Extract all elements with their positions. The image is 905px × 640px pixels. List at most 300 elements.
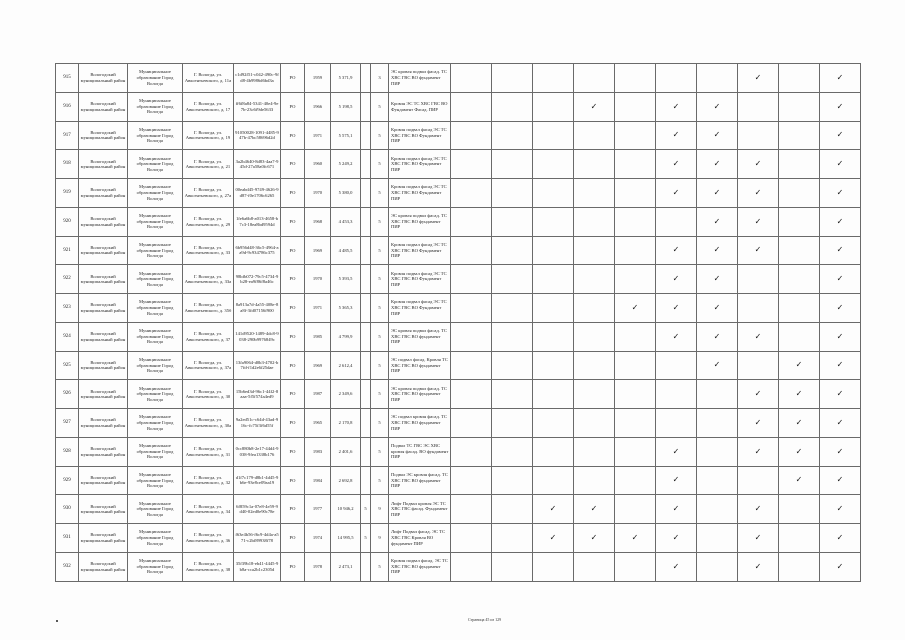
empty-mark-cell bbox=[492, 322, 533, 351]
check-mark-icon: ✓ bbox=[738, 236, 779, 265]
municipality-cell: Муниципальное образование Город Вологда bbox=[128, 207, 183, 236]
owner-cell: РО bbox=[281, 150, 305, 179]
lifts-cell bbox=[361, 265, 371, 294]
row-number-cell: 923 bbox=[56, 294, 79, 323]
district-cell: Вологодский муниципальный район bbox=[79, 121, 128, 150]
empty-mark-cell bbox=[697, 524, 738, 553]
empty-mark-cell bbox=[533, 552, 574, 581]
empty-mark-cell bbox=[779, 495, 820, 524]
empty-mark-cell bbox=[574, 552, 615, 581]
empty-mark-cell bbox=[492, 380, 533, 409]
empty-mark-cell bbox=[738, 294, 779, 323]
empty-mark-cell bbox=[533, 466, 574, 495]
check-mark-icon: ✓ bbox=[615, 524, 656, 553]
fias-code-cell: 8a913a7d-4a55-408e-8a8f-3fd07156f900 bbox=[234, 294, 281, 323]
check-mark-icon: ✓ bbox=[820, 121, 861, 150]
check-mark-icon: ✓ bbox=[656, 265, 697, 294]
check-mark-icon: ✓ bbox=[738, 322, 779, 351]
check-mark-icon: ✓ bbox=[656, 294, 697, 323]
check-mark-icon: ✓ bbox=[656, 179, 697, 208]
empty-mark-cell bbox=[615, 380, 656, 409]
empty-mark-cell bbox=[615, 236, 656, 265]
empty-mark-cell bbox=[492, 64, 533, 93]
year-cell: 1966 bbox=[305, 92, 331, 121]
empty-mark-cell bbox=[615, 495, 656, 524]
empty-mark-cell bbox=[615, 150, 656, 179]
check-mark-icon: ✓ bbox=[574, 92, 615, 121]
check-mark-icon: ✓ bbox=[656, 322, 697, 351]
empty-mark-cell bbox=[615, 351, 656, 380]
owner-cell: РО bbox=[281, 322, 305, 351]
address-cell: Г. Вологда, ул. Авксентьевского, д. 19 bbox=[183, 121, 234, 150]
empty-mark-cell bbox=[574, 322, 615, 351]
address-cell: Г. Вологда, ул. Авксентьевского, д. 29 bbox=[183, 207, 234, 236]
empty-mark-cell bbox=[615, 437, 656, 466]
works-cell: Лифт Подвал фасад. ЭС ТС ХВС ГВС Кровля ВО фундамент ПИР bbox=[389, 524, 451, 553]
empty-mark-cell bbox=[615, 409, 656, 438]
owner-cell: РО bbox=[281, 409, 305, 438]
empty-mark-cell bbox=[779, 150, 820, 179]
area-cell: 14 995,5 bbox=[331, 524, 361, 553]
empty-mark-cell bbox=[574, 179, 615, 208]
district-cell: Вологодский муниципальный район bbox=[79, 351, 128, 380]
empty-mark-cell bbox=[656, 351, 697, 380]
works-cell: Подвал ТС ГВС ЭС ХВС кровля фасад. ВО фундамент ПИР bbox=[389, 437, 451, 466]
floors-cell: 5 bbox=[371, 207, 389, 236]
works-cell: Подвал ЭС кровля фасад. ТС ХВС ГВС ВО фундамент ПИР bbox=[389, 466, 451, 495]
works-cell: Кровля подвал фасад. ЭС ТС ХВС ГВС ВО фундамент ПИР bbox=[389, 552, 451, 581]
area-cell: 5 198,5 bbox=[331, 92, 361, 121]
floors-cell: 5 bbox=[371, 351, 389, 380]
empty-mark-cell bbox=[451, 236, 492, 265]
empty-mark-cell bbox=[533, 150, 574, 179]
row-number-cell: 930 bbox=[56, 495, 79, 524]
check-mark-icon: ✓ bbox=[738, 409, 779, 438]
empty-mark-cell bbox=[451, 207, 492, 236]
lifts-cell bbox=[361, 150, 371, 179]
empty-mark-cell bbox=[779, 179, 820, 208]
check-mark-icon: ✓ bbox=[820, 466, 861, 495]
owner-cell: РО bbox=[281, 265, 305, 294]
table-row bbox=[56, 236, 861, 265]
empty-mark-cell bbox=[533, 207, 574, 236]
check-mark-icon: ✓ bbox=[533, 495, 574, 524]
floors-cell: 5 bbox=[371, 380, 389, 409]
works-cell: ЭС подвал кровля фасад. ТС ХВС ГВС ВО фундамент ПИР bbox=[389, 409, 451, 438]
year-cell: 1969 bbox=[305, 351, 331, 380]
lifts-cell bbox=[361, 121, 371, 150]
empty-mark-cell bbox=[451, 322, 492, 351]
address-cell: Г. Вологда, ул. Авксентьевского, д. 33а bbox=[183, 265, 234, 294]
works-cell: Кровля подвал фасад ЭС ТС ХВС ГВС ВО Фундамент ПИР bbox=[389, 150, 451, 179]
empty-mark-cell bbox=[656, 207, 697, 236]
floors-cell: 5 bbox=[371, 92, 389, 121]
works-cell: ЭС кровля подвал фасад. ТС ХВС ГВС ВО фундамент ПИР bbox=[389, 64, 451, 93]
check-mark-icon: ✓ bbox=[738, 150, 779, 179]
table-row bbox=[56, 466, 861, 495]
empty-mark-cell bbox=[533, 236, 574, 265]
empty-mark-cell bbox=[697, 64, 738, 93]
fias-code-cell: 98bfb072-79c5-4734-9b28-ea9f86f8a46c bbox=[234, 265, 281, 294]
fias-code-cell: ff6f8a84-5341-40e4-9e7b-23c6f9de5633 bbox=[234, 92, 281, 121]
district-cell: Вологодский муниципальный район bbox=[79, 92, 128, 121]
district-cell: Вологодский муниципальный район bbox=[79, 207, 128, 236]
empty-mark-cell bbox=[574, 437, 615, 466]
check-mark-icon: ✓ bbox=[738, 207, 779, 236]
area-cell: 5 249,2 bbox=[331, 150, 361, 179]
floors-cell: 5 bbox=[371, 409, 389, 438]
check-mark-icon: ✓ bbox=[820, 495, 861, 524]
empty-mark-cell bbox=[779, 207, 820, 236]
check-mark-icon: ✓ bbox=[820, 552, 861, 581]
owner-cell: РО bbox=[281, 121, 305, 150]
row-number-cell: 928 bbox=[56, 437, 79, 466]
row-number-cell: 919 bbox=[56, 179, 79, 208]
year-cell: 1983 bbox=[305, 437, 331, 466]
empty-mark-cell bbox=[451, 179, 492, 208]
municipality-cell: Муниципальное образование Город Вологда bbox=[128, 437, 183, 466]
year-cell: 1987 bbox=[305, 380, 331, 409]
empty-mark-cell bbox=[533, 437, 574, 466]
empty-mark-cell bbox=[779, 524, 820, 553]
area-cell: 5 393,5 bbox=[331, 265, 361, 294]
lifts-cell bbox=[361, 466, 371, 495]
row-number-cell: 931 bbox=[56, 524, 79, 553]
area-cell: 2 401,6 bbox=[331, 437, 361, 466]
year-cell: 1969 bbox=[305, 236, 331, 265]
floors-cell: 5 bbox=[371, 294, 389, 323]
fias-code-cell: 13fa9064-d0b3-4702-b7fd-f1d2e6f25dae bbox=[234, 351, 281, 380]
empty-mark-cell bbox=[574, 236, 615, 265]
year-cell: 1970 bbox=[305, 179, 331, 208]
address-cell: Г. Вологда, ул. Авксентьевского, д. 35б bbox=[183, 294, 234, 323]
empty-mark-cell bbox=[615, 207, 656, 236]
empty-mark-cell bbox=[779, 265, 820, 294]
municipality-cell: Муниципальное образование Город Вологда bbox=[128, 409, 183, 438]
address-cell: Г. Вологда, ул. Авксентьевского, д. 30 bbox=[183, 380, 234, 409]
area-cell: 4 453,3 bbox=[331, 207, 361, 236]
check-mark-icon: ✓ bbox=[779, 409, 820, 438]
year-cell: 1974 bbox=[305, 524, 331, 553]
municipality-cell: Муниципальное образование Город Вологда bbox=[128, 265, 183, 294]
empty-mark-cell bbox=[697, 409, 738, 438]
check-mark-icon: ✓ bbox=[574, 524, 615, 553]
empty-mark-cell bbox=[738, 121, 779, 150]
municipality-cell: Муниципальное образование Город Вологда bbox=[128, 92, 183, 121]
municipality-cell: Муниципальное образование Город Вологда bbox=[128, 322, 183, 351]
lifts-cell bbox=[361, 92, 371, 121]
municipality-cell: Муниципальное образование Город Вологда bbox=[128, 179, 183, 208]
lifts-cell bbox=[361, 322, 371, 351]
check-mark-icon: ✓ bbox=[738, 179, 779, 208]
works-cell: ЭС подвал фасад. Кровля ТС ХВС ГВС ВО фундамент ПИР bbox=[389, 351, 451, 380]
row-number-cell: 918 bbox=[56, 150, 79, 179]
empty-mark-cell bbox=[574, 121, 615, 150]
check-mark-icon: ✓ bbox=[820, 322, 861, 351]
table-row bbox=[56, 92, 861, 121]
empty-mark-cell bbox=[533, 92, 574, 121]
year-cell: 1970 bbox=[305, 265, 331, 294]
empty-mark-cell bbox=[615, 466, 656, 495]
empty-mark-cell bbox=[574, 265, 615, 294]
lifts-cell bbox=[361, 294, 371, 323]
empty-mark-cell bbox=[779, 64, 820, 93]
check-mark-icon: ✓ bbox=[697, 121, 738, 150]
empty-mark-cell bbox=[533, 351, 574, 380]
table-row bbox=[56, 294, 861, 323]
check-mark-icon: ✓ bbox=[656, 236, 697, 265]
fias-code-cell: 0cc880b8-2e17-44d4-9038-9fea1338b176 bbox=[234, 437, 281, 466]
empty-mark-cell bbox=[492, 437, 533, 466]
check-mark-icon: ✓ bbox=[779, 437, 820, 466]
year-cell: 1960 bbox=[305, 150, 331, 179]
table-body bbox=[56, 64, 861, 582]
area-cell: 2 692,8 bbox=[331, 466, 361, 495]
empty-mark-cell bbox=[451, 466, 492, 495]
empty-mark-cell bbox=[492, 179, 533, 208]
floors-cell: 5 bbox=[371, 179, 389, 208]
row-number-cell: 920 bbox=[56, 207, 79, 236]
table-row bbox=[56, 437, 861, 466]
address-cell: Г. Вологда, ул. Авксентьевского, д. 11а bbox=[183, 64, 234, 93]
check-mark-icon: ✓ bbox=[697, 294, 738, 323]
address-cell: Г. Вологда, ул. Авксентьевского, д. 36 bbox=[183, 524, 234, 553]
check-mark-icon: ✓ bbox=[820, 524, 861, 553]
owner-cell: РО bbox=[281, 64, 305, 93]
fias-code-cell: 35f39b18-eb41-4445-9b8a-cca2b1c2305d bbox=[234, 552, 281, 581]
empty-mark-cell bbox=[574, 64, 615, 93]
table-row bbox=[56, 409, 861, 438]
check-mark-icon: ✓ bbox=[574, 495, 615, 524]
row-number-cell: 922 bbox=[56, 265, 79, 294]
year-cell: 1971 bbox=[305, 121, 331, 150]
empty-mark-cell bbox=[533, 64, 574, 93]
district-cell: Вологодский муниципальный район bbox=[79, 322, 128, 351]
check-mark-icon: ✓ bbox=[820, 265, 861, 294]
district-cell: Вологодский муниципальный район bbox=[79, 437, 128, 466]
empty-mark-cell bbox=[615, 92, 656, 121]
area-cell: 2 170,8 bbox=[331, 409, 361, 438]
lifts-cell bbox=[361, 64, 371, 93]
check-mark-icon: ✓ bbox=[779, 380, 820, 409]
year-cell: 1965 bbox=[305, 409, 331, 438]
fias-code-cell: 91050028-1091-4485-947b-47bc58696d2d bbox=[234, 121, 281, 150]
row-number-cell: 925 bbox=[56, 351, 79, 380]
municipality-cell: Муниципальное образование Город Вологда bbox=[128, 380, 183, 409]
empty-mark-cell bbox=[574, 466, 615, 495]
area-cell: 5 380,0 bbox=[331, 179, 361, 208]
empty-mark-cell bbox=[451, 351, 492, 380]
empty-mark-cell bbox=[738, 265, 779, 294]
check-mark-icon: ✓ bbox=[779, 351, 820, 380]
check-mark-icon: ✓ bbox=[656, 552, 697, 581]
empty-mark-cell bbox=[574, 294, 615, 323]
empty-mark-cell bbox=[533, 322, 574, 351]
check-mark-icon: ✓ bbox=[779, 466, 820, 495]
empty-mark-cell bbox=[451, 294, 492, 323]
check-mark-icon: ✓ bbox=[697, 150, 738, 179]
empty-mark-cell bbox=[492, 92, 533, 121]
year-cell: 1959 bbox=[305, 64, 331, 93]
district-cell: Вологодский муниципальный район bbox=[79, 409, 128, 438]
empty-mark-cell bbox=[533, 294, 574, 323]
empty-mark-cell bbox=[451, 409, 492, 438]
empty-mark-cell bbox=[492, 524, 533, 553]
empty-mark-cell bbox=[451, 524, 492, 553]
check-mark-icon: ✓ bbox=[697, 322, 738, 351]
address-cell: Г. Вологда, ул. Авксентьевского, д. 21 bbox=[183, 150, 234, 179]
lifts-cell: 5 bbox=[361, 524, 371, 553]
municipality-cell: Муниципальное образование Город Вологда bbox=[128, 294, 183, 323]
works-cell: ЭС кровля подвал фасад. ТС ХВС ГВС ВО фундамент ПИР bbox=[389, 322, 451, 351]
lifts-cell bbox=[361, 552, 371, 581]
area-cell: 4 799,9 bbox=[331, 322, 361, 351]
works-cell: ЭС кровля подвал фасад. ТС ХВС ГВС ВО фундамент ПИР bbox=[389, 207, 451, 236]
district-cell: Вологодский муниципальный район bbox=[79, 524, 128, 553]
works-cell: ЭС кровля подвал фасад. ТС ХВС ГВС ВО фундамент ПИР bbox=[389, 380, 451, 409]
check-mark-icon: ✓ bbox=[656, 121, 697, 150]
check-mark-icon: ✓ bbox=[697, 265, 738, 294]
fias-code-cell: 6b956d48-36c5-4964-aa9d-9c934786c375 bbox=[234, 236, 281, 265]
row-number-cell: 915 bbox=[56, 64, 79, 93]
empty-mark-cell bbox=[451, 121, 492, 150]
floors-cell: 5 bbox=[371, 236, 389, 265]
check-mark-icon: ✓ bbox=[697, 92, 738, 121]
owner-cell: РО bbox=[281, 524, 305, 553]
floors-cell: 5 bbox=[371, 466, 389, 495]
municipality-cell: Муниципальное образование Город Вологда bbox=[128, 524, 183, 553]
check-mark-icon: ✓ bbox=[697, 351, 738, 380]
empty-mark-cell bbox=[451, 64, 492, 93]
year-cell: 1971 bbox=[305, 294, 331, 323]
empty-mark-cell bbox=[574, 351, 615, 380]
check-mark-icon: ✓ bbox=[656, 495, 697, 524]
address-cell: Г. Вологда, ул. Авксентьевского, д. 27а bbox=[183, 179, 234, 208]
check-mark-icon: ✓ bbox=[820, 150, 861, 179]
empty-mark-cell bbox=[615, 265, 656, 294]
owner-cell: РО bbox=[281, 380, 305, 409]
area-cell: 5 371,9 bbox=[331, 64, 361, 93]
empty-mark-cell bbox=[615, 552, 656, 581]
empty-mark-cell bbox=[697, 466, 738, 495]
municipality-cell: Муниципальное образование Город Вологда bbox=[128, 64, 183, 93]
area-cell: 5 365,3 bbox=[331, 294, 361, 323]
empty-mark-cell bbox=[615, 64, 656, 93]
scan-dot bbox=[56, 620, 58, 622]
row-number-cell: 917 bbox=[56, 121, 79, 150]
check-mark-icon: ✓ bbox=[820, 380, 861, 409]
district-cell: Вологодский муниципальный район bbox=[79, 150, 128, 179]
floors-cell: 9 bbox=[371, 524, 389, 553]
address-cell: Г. Вологда, ул. Авксентьевского, д. 37а bbox=[183, 351, 234, 380]
check-mark-icon: ✓ bbox=[820, 64, 861, 93]
municipality-cell: Муниципальное образование Город Вологда bbox=[128, 121, 183, 150]
empty-mark-cell bbox=[574, 207, 615, 236]
empty-mark-cell bbox=[492, 150, 533, 179]
row-number-cell: 921 bbox=[56, 236, 79, 265]
lifts-cell bbox=[361, 409, 371, 438]
year-cell: 1985 bbox=[305, 322, 331, 351]
district-cell: Вологодский муниципальный район bbox=[79, 380, 128, 409]
empty-mark-cell bbox=[492, 351, 533, 380]
check-mark-icon: ✓ bbox=[820, 236, 861, 265]
address-cell: Г. Вологда, ул. Авксентьевского, д. 17 bbox=[183, 92, 234, 121]
row-number-cell: 926 bbox=[56, 380, 79, 409]
owner-cell: РО bbox=[281, 236, 305, 265]
table-row bbox=[56, 380, 861, 409]
lifts-cell bbox=[361, 437, 371, 466]
empty-mark-cell bbox=[533, 179, 574, 208]
table-row bbox=[56, 322, 861, 351]
district-cell: Вологодский муниципальный район bbox=[79, 179, 128, 208]
district-cell: Вологодский муниципальный район bbox=[79, 265, 128, 294]
empty-mark-cell bbox=[656, 64, 697, 93]
empty-mark-cell bbox=[451, 265, 492, 294]
owner-cell: РО bbox=[281, 552, 305, 581]
fias-code-cell: 6f859c1a-07e8-4e59-9d40-02ed0e90c78e bbox=[234, 495, 281, 524]
works-cell: Кровля подвал фасад ЭС ТС ХВС ГВС ВО Фундамент ПИР bbox=[389, 179, 451, 208]
empty-mark-cell bbox=[779, 322, 820, 351]
empty-mark-cell bbox=[492, 409, 533, 438]
works-cell: Кровля подвал фасад ЭС ТС ХВС ГВС ВО Фундамент ПИР bbox=[389, 236, 451, 265]
check-mark-icon: ✓ bbox=[656, 92, 697, 121]
fias-code-cell: c1d92f51-c042-490c-9fd8-4b9986d6bd3a bbox=[234, 64, 281, 93]
empty-mark-cell bbox=[615, 121, 656, 150]
check-mark-icon: ✓ bbox=[820, 351, 861, 380]
municipality-cell: Муниципальное образование Город Вологда bbox=[128, 150, 183, 179]
table-row bbox=[56, 351, 861, 380]
owner-cell: РО bbox=[281, 495, 305, 524]
fias-code-cell: 3a2b4640-8d83-4aa7-945d-27a58a0fc671 bbox=[234, 150, 281, 179]
works-table bbox=[55, 63, 861, 582]
check-mark-icon: ✓ bbox=[820, 179, 861, 208]
empty-mark-cell bbox=[615, 322, 656, 351]
empty-mark-cell bbox=[492, 265, 533, 294]
address-cell: Г. Вологда, ул. Авксентьевского, д. 37 bbox=[183, 322, 234, 351]
owner-cell: РО bbox=[281, 92, 305, 121]
check-mark-icon: ✓ bbox=[738, 495, 779, 524]
year-cell: 1968 bbox=[305, 207, 331, 236]
empty-mark-cell bbox=[533, 265, 574, 294]
check-mark-icon: ✓ bbox=[738, 437, 779, 466]
empty-mark-cell bbox=[451, 92, 492, 121]
empty-mark-cell bbox=[656, 409, 697, 438]
works-cell: Кровля подвал фасад ЭС ТС ХВС ГВС ВО Фундамент ПИР bbox=[389, 265, 451, 294]
empty-mark-cell bbox=[574, 150, 615, 179]
municipality-cell: Муниципальное образование Город Вологда bbox=[128, 552, 183, 581]
empty-mark-cell bbox=[779, 121, 820, 150]
check-mark-icon: ✓ bbox=[615, 294, 656, 323]
check-mark-icon: ✓ bbox=[656, 524, 697, 553]
check-mark-icon: ✓ bbox=[820, 207, 861, 236]
table-row bbox=[56, 207, 861, 236]
year-cell: 1984 bbox=[305, 466, 331, 495]
check-mark-icon: ✓ bbox=[656, 466, 697, 495]
district-cell: Вологодский муниципальный район bbox=[79, 236, 128, 265]
district-cell: Вологодский муниципальный район bbox=[79, 552, 128, 581]
municipality-cell: Муниципальное образование Город Вологда bbox=[128, 236, 183, 265]
empty-mark-cell bbox=[697, 495, 738, 524]
row-number-cell: 927 bbox=[56, 409, 79, 438]
check-mark-icon: ✓ bbox=[738, 380, 779, 409]
district-cell: Вологодский муниципальный район bbox=[79, 495, 128, 524]
year-cell: 1977 bbox=[305, 495, 331, 524]
empty-mark-cell bbox=[451, 150, 492, 179]
area-cell: 2 612,4 bbox=[331, 351, 361, 380]
check-mark-icon: ✓ bbox=[820, 92, 861, 121]
works-cell: Кровля ЭС ТС ХВС ГВС ВО Фундамент Фасад. ПИР bbox=[389, 92, 451, 121]
lifts-cell bbox=[361, 380, 371, 409]
